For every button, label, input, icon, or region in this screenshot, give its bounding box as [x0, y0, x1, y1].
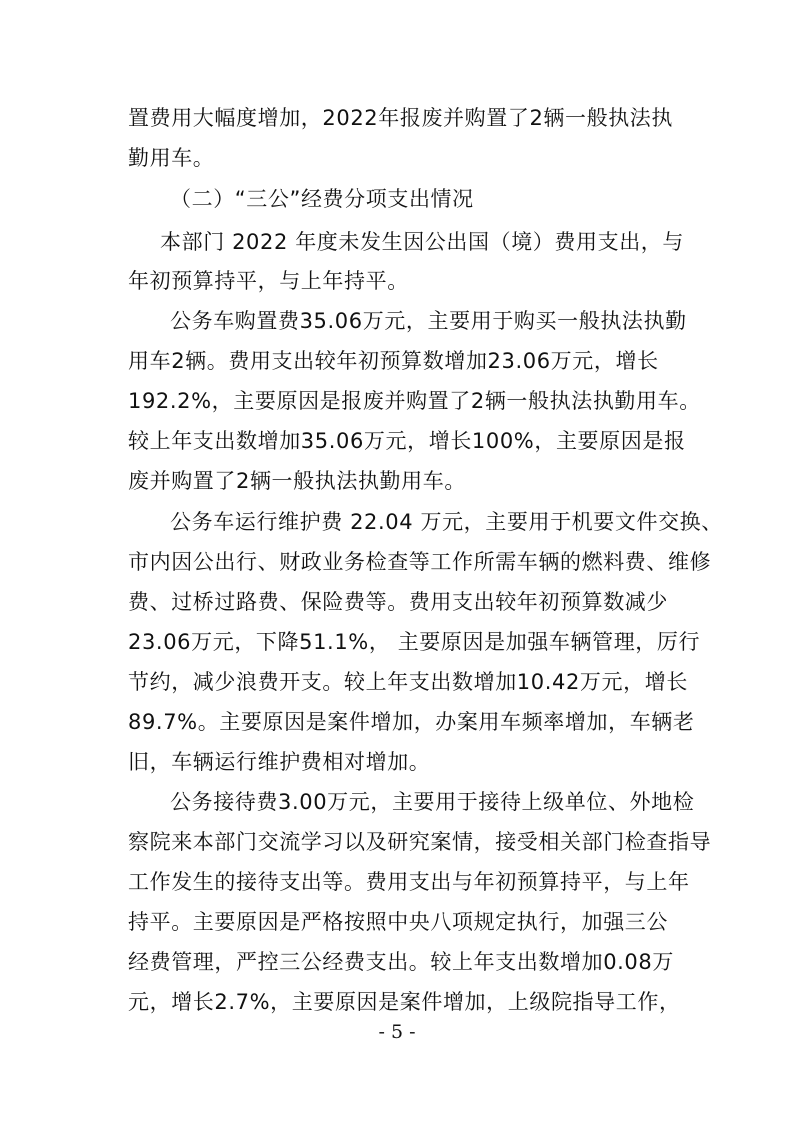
text-line: 持平。主要原因是严格按照中央八项规定执行，加强三公 [128, 910, 668, 934]
text-line: 费、过桥过路费、保险费等。费用支出较年初预算数减少 [128, 590, 668, 614]
text-line: 年初预算持平，与上年持平。 [128, 269, 409, 293]
text-line: 23.06万元，下降51.1%， 主要原因是加强车辆管理，厉行 [128, 630, 701, 654]
page-number: - 5 - [378, 1021, 416, 1043]
text-line: 较上年支出数增加35.06万元，增长100%，主要原因是报 [128, 429, 686, 453]
paragraph-start: 公务接待费3.00万元，主要用于接待上级单位、外地检 [170, 790, 695, 814]
text-line: 经费管理，严控三公经费支出。较上年支出数增加0.08万 [128, 950, 674, 974]
section-heading: （二）“三公”经费分项支出情况 [170, 187, 474, 211]
text-line: 用车2辆。费用支出较年初预算数增加23.06万元，增长 [128, 349, 659, 373]
text-line: 置费用大幅度增加，2022年报废并购置了2辆一般执法执 [128, 106, 674, 130]
paragraph-start: 本部门 2022 年度未发生因公出国（境）费用支出，与 [160, 230, 684, 254]
text-line: 市内因公出行、财政业务检查等工作所需车辆的燃料费、维修 [128, 550, 712, 574]
text-line: 废并购置了2辆一般执法执勤用车。 [128, 469, 466, 493]
text-line: 工作发生的接待支出等。费用支出与年初预算持平，与上年 [128, 870, 690, 894]
text-line: 元，增长2.7%，主要原因是案件增加，上级院指导工作， [128, 990, 681, 1014]
text-line: 勤用车。 [128, 146, 215, 170]
paragraph-start: 公务车运行维护费 22.04 万元，主要用于机要文件交换、 [170, 510, 723, 534]
text-line: 旧，车辆运行维护费相对增加。 [128, 750, 431, 774]
text-line: 察院来本部门交流学习以及研究案情，接受相关部门检查指导 [128, 830, 712, 854]
text-line: 节约，减少浪费开支。较上年支出数增加10.42万元，增长 [128, 670, 688, 694]
text-line: 89.7%。主要原因是案件增加，办案用车频率增加，车辆老 [128, 710, 695, 734]
paragraph-start: 公务车购置费35.06万元，主要用于购买一般执法执勤 [170, 309, 687, 333]
text-line: 192.2%，主要原因是报废并购置了2辆一般执法执勤用车。 [128, 389, 701, 413]
